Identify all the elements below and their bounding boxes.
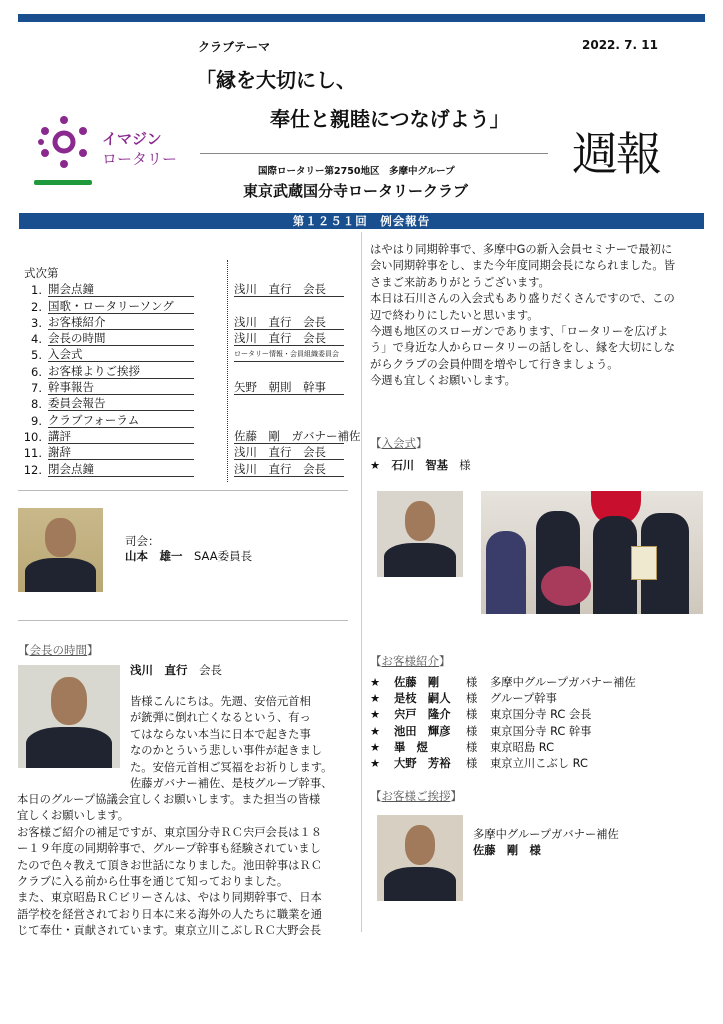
logo-text-rotary: ロータリー <box>102 150 178 168</box>
guest-item <box>370 740 636 756</box>
president-message-continued <box>370 242 675 390</box>
agenda-number: 2. <box>31 299 42 314</box>
star-icon: ★ <box>370 676 381 689</box>
agenda-number: 12. <box>23 462 42 477</box>
agenda-number: 10. <box>23 429 42 444</box>
divider <box>18 620 348 621</box>
president-message <box>17 792 322 940</box>
mc-person: 山本 雄一 <box>125 549 183 563</box>
agenda-person: 浅川 直行 会長 <box>234 445 344 460</box>
agenda-number: 1. <box>31 283 42 298</box>
agenda-row <box>18 281 348 297</box>
divider <box>200 153 548 154</box>
agenda-item: 委員会報告 <box>48 396 194 411</box>
mc-name <box>125 548 252 564</box>
guest-title: 東京国分寺 RC 幹事 <box>490 724 592 738</box>
president-message-intro <box>130 694 332 792</box>
meeting-report-band: 第１２５１回 例会報告 <box>19 213 704 229</box>
agenda-title: 式次第 <box>24 266 59 280</box>
guest-name: 大野 芳裕 <box>394 756 451 770</box>
mc-photo <box>18 508 103 592</box>
text-line: た。安倍元首相ご冥福をお祈りします。 <box>130 760 333 774</box>
text-line: さまご来訪ありがとうございます。 <box>370 275 550 289</box>
star-icon: ★ <box>370 724 381 738</box>
star-icon: ★ <box>370 459 381 472</box>
agenda-item: 講評 <box>48 429 194 444</box>
mc-label: 司会： <box>125 534 160 548</box>
guest-title: 多摩中グループガバナー補佐 <box>490 676 636 689</box>
agenda-number: 9. <box>31 413 42 428</box>
agenda-item: 会長の時間 <box>48 331 194 346</box>
text-line: がらクラブの会員仲間を増やして行きましょう。 <box>370 357 619 371</box>
text-line: 本日のグループ協議会宜しくお願いします。また担当の皆様 <box>17 793 321 806</box>
agenda-item: 入会式 <box>48 347 194 362</box>
text-line: が銃弾に倒れ亡くなるという、有っ <box>130 711 311 725</box>
star-icon: ★ <box>370 708 381 722</box>
president-photo <box>18 665 120 768</box>
section-president-time: 【会長の時間】 <box>18 643 99 657</box>
section-guest-greeting: 【お客様ご挨拶】 <box>370 789 462 803</box>
agenda-item: お客様よりご挨拶 <box>48 364 194 379</box>
agenda-row <box>18 362 348 378</box>
agenda-person: 矢野 朝則 幹事 <box>234 380 344 395</box>
column-divider <box>361 232 362 932</box>
mc-role: SAA委員長 <box>194 549 253 563</box>
star-icon: ★ <box>370 756 381 770</box>
guest-list <box>370 675 636 772</box>
agenda-person: 浅川 直行 会長 <box>234 462 344 477</box>
agenda-row <box>18 297 348 313</box>
newsletter-title: 週報 <box>572 127 660 181</box>
text-line: 辺で終わりにしたいと思います。 <box>370 308 539 322</box>
text-line: ー１９年度の同期幹事で、グループ幹事も経験されていまし <box>17 842 321 856</box>
guest-title: 東京立川こぶし RC <box>490 756 588 770</box>
star-icon: ★ <box>370 740 381 754</box>
agenda-row <box>18 411 348 427</box>
text-line: う」で身近な人からロータリーの話しをし、縁を大切にしな <box>370 341 676 355</box>
guest-name: 佐藤 剛 <box>394 676 440 689</box>
logo-underline <box>34 180 92 185</box>
agenda-item: 閉会点鐘 <box>48 462 194 477</box>
imagine-rotary-logo-icon <box>34 112 94 172</box>
guest-name: 池田 輝彦 <box>394 724 451 738</box>
star-icon: ★ <box>370 692 381 706</box>
agenda-item: お客様紹介 <box>48 315 194 330</box>
guest-name: 是枝 嗣人 <box>394 692 451 706</box>
agenda-item: 謝辞 <box>48 445 194 460</box>
guest-item <box>370 756 636 772</box>
guest-item <box>370 691 636 707</box>
guest-item <box>370 724 636 740</box>
guest-item <box>370 707 636 723</box>
agenda-person: ロータリー情報・会員組織委員会 <box>234 347 344 362</box>
club-name: 東京武蔵国分寺ロータリークラブ <box>243 182 469 200</box>
agenda-row <box>18 395 348 411</box>
inductee-photo <box>377 491 463 577</box>
guest-honorific: 様 <box>466 692 478 706</box>
theme-line-2: 奉仕と親睦につなげよう」 <box>270 107 510 131</box>
guest-honorific: 様 <box>466 708 478 722</box>
text-line: 宜しくお願いします。 <box>17 809 130 823</box>
greeting-title: 多摩中グループガバナー補佐 <box>473 828 619 841</box>
text-line: 今週も地区のスローガンであります、「ロータリーを広げよ <box>370 325 669 339</box>
president-name: 浅川 直行 会長 <box>130 663 222 677</box>
agenda-person: 佐藤 剛 ガバナー補佐 <box>234 428 361 443</box>
theme-label: クラブテーマ <box>198 40 271 54</box>
agenda-row <box>18 460 348 476</box>
agenda-item: 開会点鐘 <box>48 282 194 297</box>
agenda-number: 8. <box>31 397 42 412</box>
text-line: 佐藤ガバナー補佐、是枝グループ幹事、 <box>130 777 333 791</box>
agenda-person: 浅川 直行 会長 <box>234 315 344 330</box>
agenda-number: 3. <box>31 315 42 330</box>
text-line: 本日は石川さんの入会式もあり盛りだくさんですので、この <box>370 292 675 306</box>
text-line: たので色々教えて頂きお世話になりました。池田幹事はＲＣ <box>17 858 323 872</box>
guest-title: グループ幹事 <box>490 692 557 706</box>
section-induction: 【入会式】 <box>370 436 428 450</box>
agenda-person: 浅川 直行 会長 <box>234 331 344 346</box>
agenda-number: 7. <box>31 381 42 396</box>
agenda-item: クラブフォーラム <box>48 413 194 428</box>
text-line: じて奉仕・貢献されています。東京立川こぶしＲＣ大野会長 <box>17 924 322 938</box>
text-line: 今週も宜しくお願いします。 <box>370 374 516 388</box>
guest-photo <box>377 815 463 901</box>
theme-line-1: 「縁を大切にし、 <box>196 68 356 92</box>
guest-name: 畢 煜 <box>394 740 428 754</box>
agenda-person: 浅川 直行 会長 <box>234 282 344 297</box>
divider <box>18 490 348 491</box>
agenda-row <box>18 444 348 460</box>
agenda-row <box>18 428 361 444</box>
guest-honorific: 様 <box>466 740 478 754</box>
induction-group-photo <box>481 491 703 614</box>
guest-title: 東京国分寺 RC 会長 <box>490 708 592 722</box>
text-line: また、東京昭島ＲＣビリーさんは、やはり同期幹事で、日本 <box>17 891 322 905</box>
agenda-row <box>18 346 348 362</box>
guest-honorific: 様 <box>466 756 478 770</box>
agenda-row <box>18 379 348 395</box>
text-line: お客様ご紹介の補足ですが、東京国分寺ＲＣ宍戸会長は１８ <box>17 825 323 839</box>
guest-honorific: 様 <box>466 676 478 689</box>
agenda-number: 6. <box>31 364 42 379</box>
top-bar <box>18 14 705 22</box>
district-text: 国際ロータリー第2750地区 多摩中グループ <box>258 166 455 177</box>
section-guest-introduction: 【お客様紹介】 <box>370 654 451 668</box>
guest-item <box>370 675 636 691</box>
agenda-list <box>18 281 361 477</box>
agenda-item: 幹事報告 <box>48 380 194 395</box>
text-line: はやはり同期幹事で、多摩中Gの新入会員セミナーで最初に <box>370 243 673 256</box>
agenda-number: 5. <box>31 348 42 363</box>
agenda-row <box>18 330 348 346</box>
greeting-name: 佐藤 剛 様 <box>473 844 541 857</box>
text-line: クラブに入る前から仕事を通じて知っておりました。 <box>17 875 289 889</box>
inductee: ★ 石川 智基 様 <box>370 459 471 472</box>
text-line: 語学校を経営されており日本に来る海外の人たちに職業を通 <box>17 907 323 921</box>
text-line: なのかとういう悲しい事件が起きまし <box>130 744 323 758</box>
logo-text-imagine: イマジン <box>102 130 162 148</box>
agenda-number: 11. <box>23 446 42 461</box>
guest-honorific: 様 <box>466 724 478 738</box>
agenda-row <box>18 314 348 330</box>
guest-title: 東京昭島 RC <box>490 740 554 754</box>
text-line: てはならない本当に日本で起きた事 <box>130 727 311 741</box>
agenda-item: 国歌・ロータリーソング <box>48 299 194 314</box>
text-line: 会い同期幹事をし、また今年度同期会長になられました。皆 <box>370 259 676 273</box>
issue-date: 2022. 7. 11 <box>582 38 658 52</box>
text-line: 皆様こんにちは。先週、安倍元首相 <box>130 695 311 708</box>
guest-name: 宍戸 隆介 <box>394 708 451 722</box>
agenda-number: 4. <box>31 332 42 347</box>
